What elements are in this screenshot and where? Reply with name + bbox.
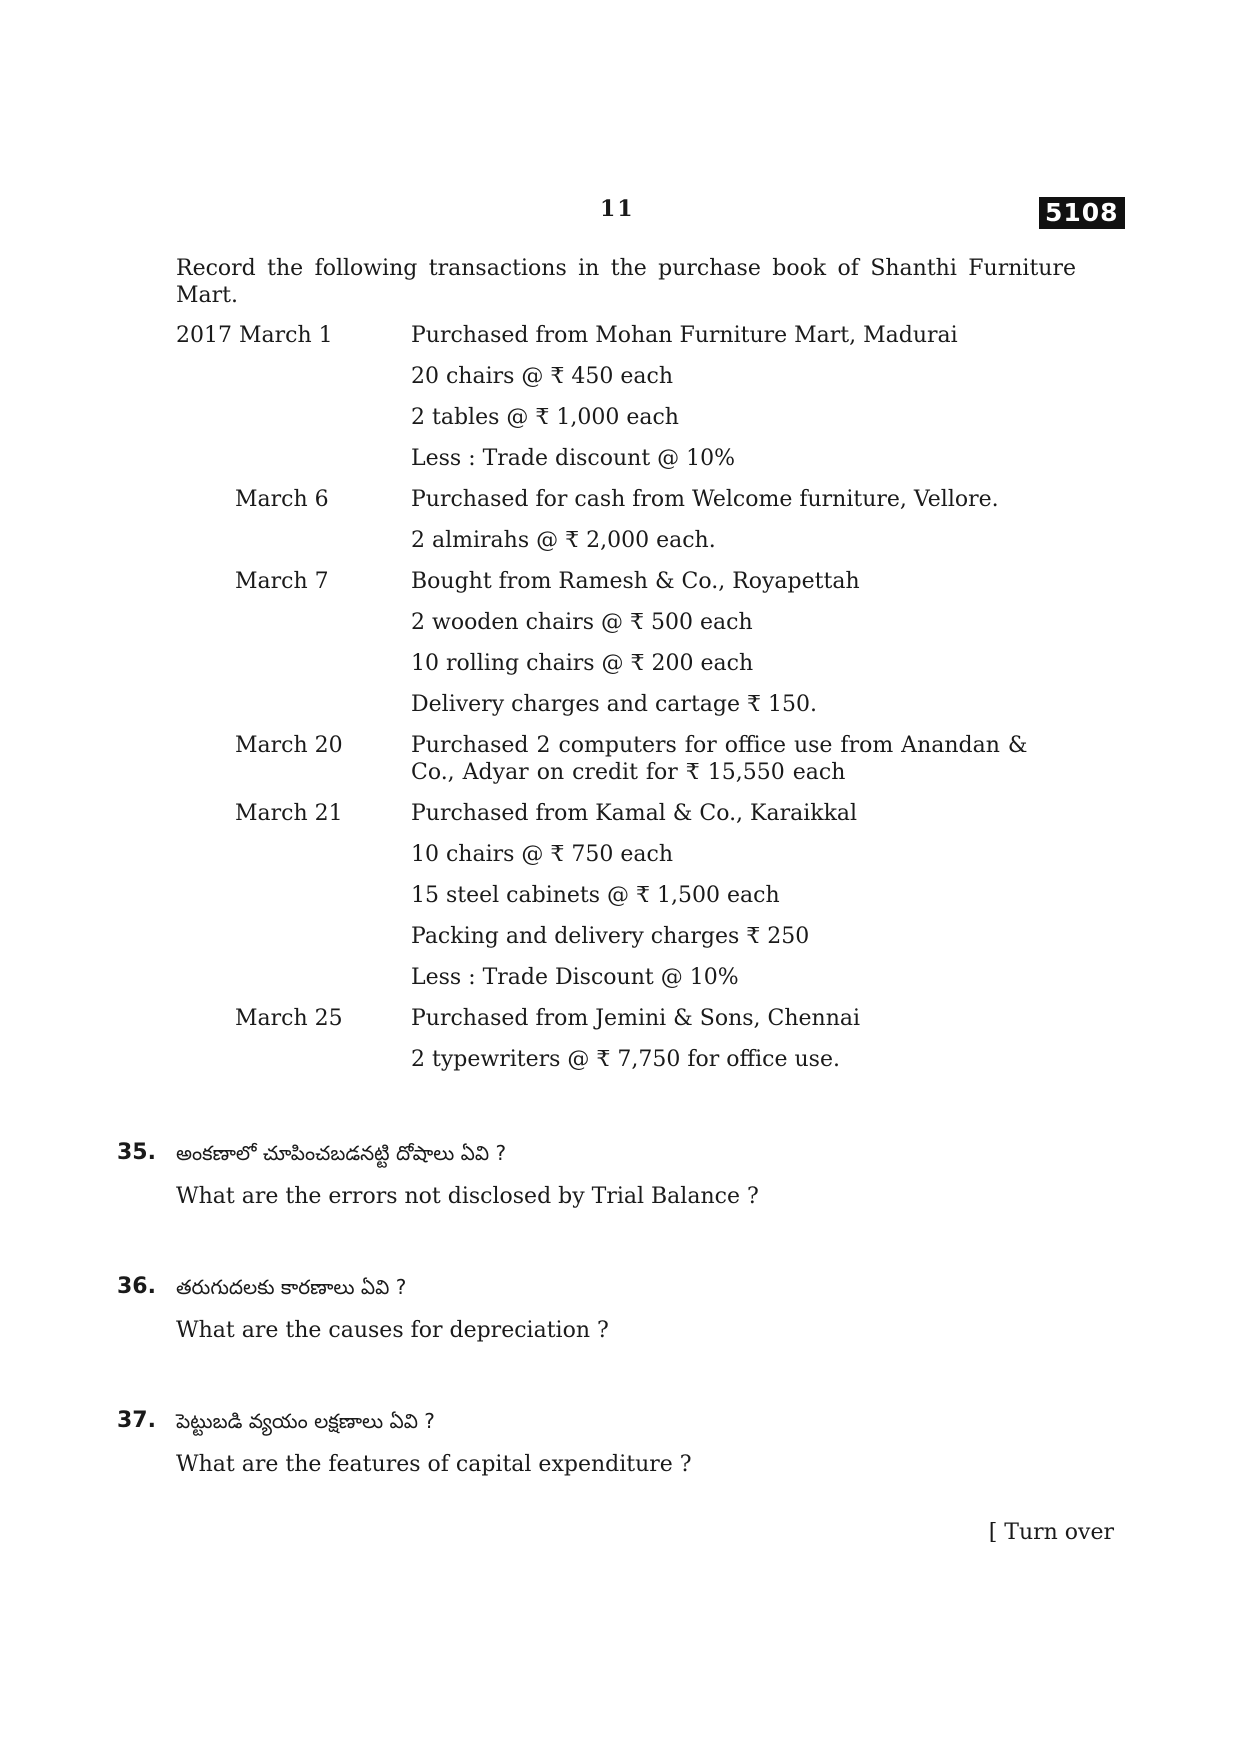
transaction-line: 2 wooden chairs @ ₹ 500 each bbox=[411, 610, 753, 635]
transaction-lines bbox=[411, 732, 1061, 786]
transaction-date: March 20 bbox=[235, 733, 343, 758]
transaction-date: 2017 March 1 bbox=[176, 323, 333, 348]
question-number: 35. bbox=[117, 1140, 156, 1165]
transaction-line: Purchased for cash from Welcome furniture, Vellore. bbox=[411, 487, 999, 512]
transaction-lines bbox=[411, 1005, 1061, 1073]
question-intro: Record the following transactions in the purchase book of Shanthi Furniture Mart. bbox=[176, 256, 1076, 308]
transaction-date: March 6 bbox=[235, 487, 329, 512]
transaction-entry bbox=[0, 1005, 1240, 1073]
transaction-line: Less : Trade Discount @ 10% bbox=[411, 965, 739, 990]
transaction-line: 15 steel cabinets @ ₹ 1,500 each bbox=[411, 883, 780, 908]
question-number: 37. bbox=[117, 1408, 156, 1433]
transaction-date: March 25 bbox=[235, 1006, 343, 1031]
question-english-text: What are the features of capital expenditure ? bbox=[176, 1452, 692, 1477]
question-number: 36. bbox=[117, 1274, 156, 1299]
transaction-lines bbox=[411, 322, 1061, 472]
paper-code-badge: 5108 bbox=[1039, 197, 1125, 229]
transaction-line: 10 chairs @ ₹ 750 each bbox=[411, 842, 674, 867]
transaction-line: 10 rolling chairs @ ₹ 200 each bbox=[411, 651, 754, 676]
transaction-entry bbox=[0, 800, 1240, 991]
question-telugu-text: తరుగుదలకు కారణాలు ఏవి ? bbox=[176, 1275, 407, 1299]
question-telugu-text: అంకణాలో చూపించబడనట్టి దోషాలు ఏవి ? bbox=[176, 1141, 507, 1165]
question-english-text: What are the errors not disclosed by Trial Balance ? bbox=[176, 1184, 759, 1209]
transaction-line: Bought from Ramesh & Co., Royapettah bbox=[411, 569, 860, 594]
transaction-list bbox=[0, 322, 1240, 1087]
transaction-line: Packing and delivery charges ₹ 250 bbox=[411, 924, 810, 949]
transaction-line: Delivery charges and cartage ₹ 150. bbox=[411, 692, 817, 717]
transaction-date: March 21 bbox=[235, 801, 343, 826]
transaction-line: 20 chairs @ ₹ 450 each bbox=[411, 364, 674, 389]
transaction-line: 2 typewriters @ ₹ 7,750 for office use. bbox=[411, 1047, 840, 1072]
transaction-lines bbox=[411, 568, 1061, 718]
page-number: 11 bbox=[600, 196, 635, 222]
transaction-date: March 7 bbox=[235, 569, 329, 594]
question-english-text: What are the causes for depreciation ? bbox=[176, 1318, 609, 1343]
transaction-line: 2 tables @ ₹ 1,000 each bbox=[411, 405, 679, 430]
transaction-line: Purchased from Jemini & Sons, Chennai bbox=[411, 1006, 861, 1031]
transaction-line: Purchased from Mohan Furniture Mart, Madurai bbox=[411, 323, 958, 348]
transaction-entry bbox=[0, 322, 1240, 472]
transaction-lines bbox=[411, 800, 1061, 991]
transaction-entry bbox=[0, 732, 1240, 786]
transaction-line: Purchased from Kamal & Co., Karaikkal bbox=[411, 801, 858, 826]
turn-over-note: [ Turn over bbox=[988, 1520, 1114, 1545]
transaction-entry bbox=[0, 568, 1240, 718]
transaction-line: Less : Trade discount @ 10% bbox=[411, 446, 736, 471]
transaction-entry bbox=[0, 486, 1240, 554]
transaction-line: 2 almirahs @ ₹ 2,000 each. bbox=[411, 528, 716, 553]
transaction-lines bbox=[411, 486, 1061, 554]
transaction-line: Purchased 2 computers for office use from Anandan & Co., Adyar on credit for ₹ 15,550 each bbox=[411, 733, 1028, 785]
question-telugu-text: పెట్టుబడి వ్యయం లక్షణాలు ఏవి ? bbox=[176, 1409, 435, 1433]
